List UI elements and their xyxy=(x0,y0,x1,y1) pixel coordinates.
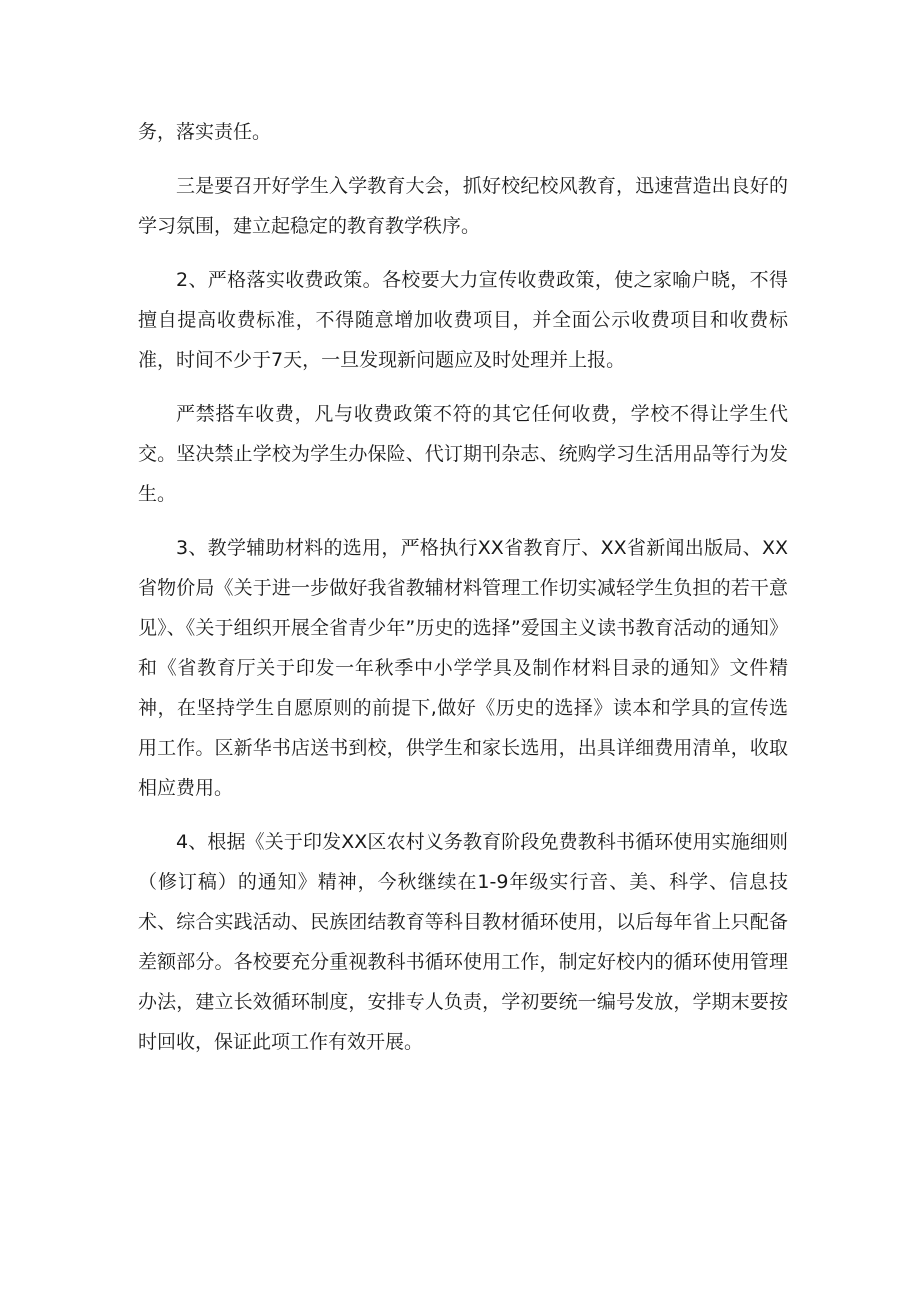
paragraph-prohibited-charges: 严禁搭车收费，凡与收费政策不符的其它任何收费，学校不得让学生代交。坚决禁止学校为学生办保险、代订期刊杂志、统购学习生活用品等行为发生。 xyxy=(138,403,788,505)
paragraph-continuation: 务，落实责任。 xyxy=(138,121,272,143)
paragraph-teaching-materials: 3、教学辅助材料的选用，严格执行XX省教育厅、XX省新闻出版局、XX省物价局《关于进一步做好我省教辅材料管理工作切实减轻学生负担的若干意见》、《关于组织开展全省青少年”历史的选择”爱国主义读书教育活动的通知》和《省教育厅关于印发一年秋季中小学学具及制作材料目录的通知》文件精神，在坚持学生自愿原则的前提下,做好《历史的选择》读本和学具的宣传选用工作。区新华书店送书到校，供学生和家长选用，出具详细费用清单，收取相应费用。 xyxy=(138,537,788,799)
document-body xyxy=(138,112,788,1076)
paragraph-textbook-recycling: 4、根据《关于印发XX区农村义务教育阶段免费教科书循环使用实施细则（修订稿）的通知》精神，今秋继续在1-9年级实行音、美、科学、信息技术、综合实践活动、民族团结教育等科目教材循环使用，以后每年省上只配备差额部分。各校要充分重视教科书循环使用工作，制定好校内的循环使用管理办法，建立长效循环制度，安排专人负责，学初要统一编号发放，学期末要按时回收，保证此项工作有效开展。 xyxy=(138,831,788,1053)
paragraph-orientation-assembly: 三是要召开好学生入学教育大会，抓好校纪校风教育，迅速营造出良好的学习氛围，建立起稳定的教育教学秩序。 xyxy=(138,175,788,237)
paragraph-fee-policy: 2、严格落实收费政策。各校要大力宣传收费政策，使之家喻户晓，不得擅自提高收费标准，不得随意增加收费项目，并全面公示收费项目和收费标准，时间不少于7天，一旦发现新问题应及时处理并上报。 xyxy=(138,269,788,371)
